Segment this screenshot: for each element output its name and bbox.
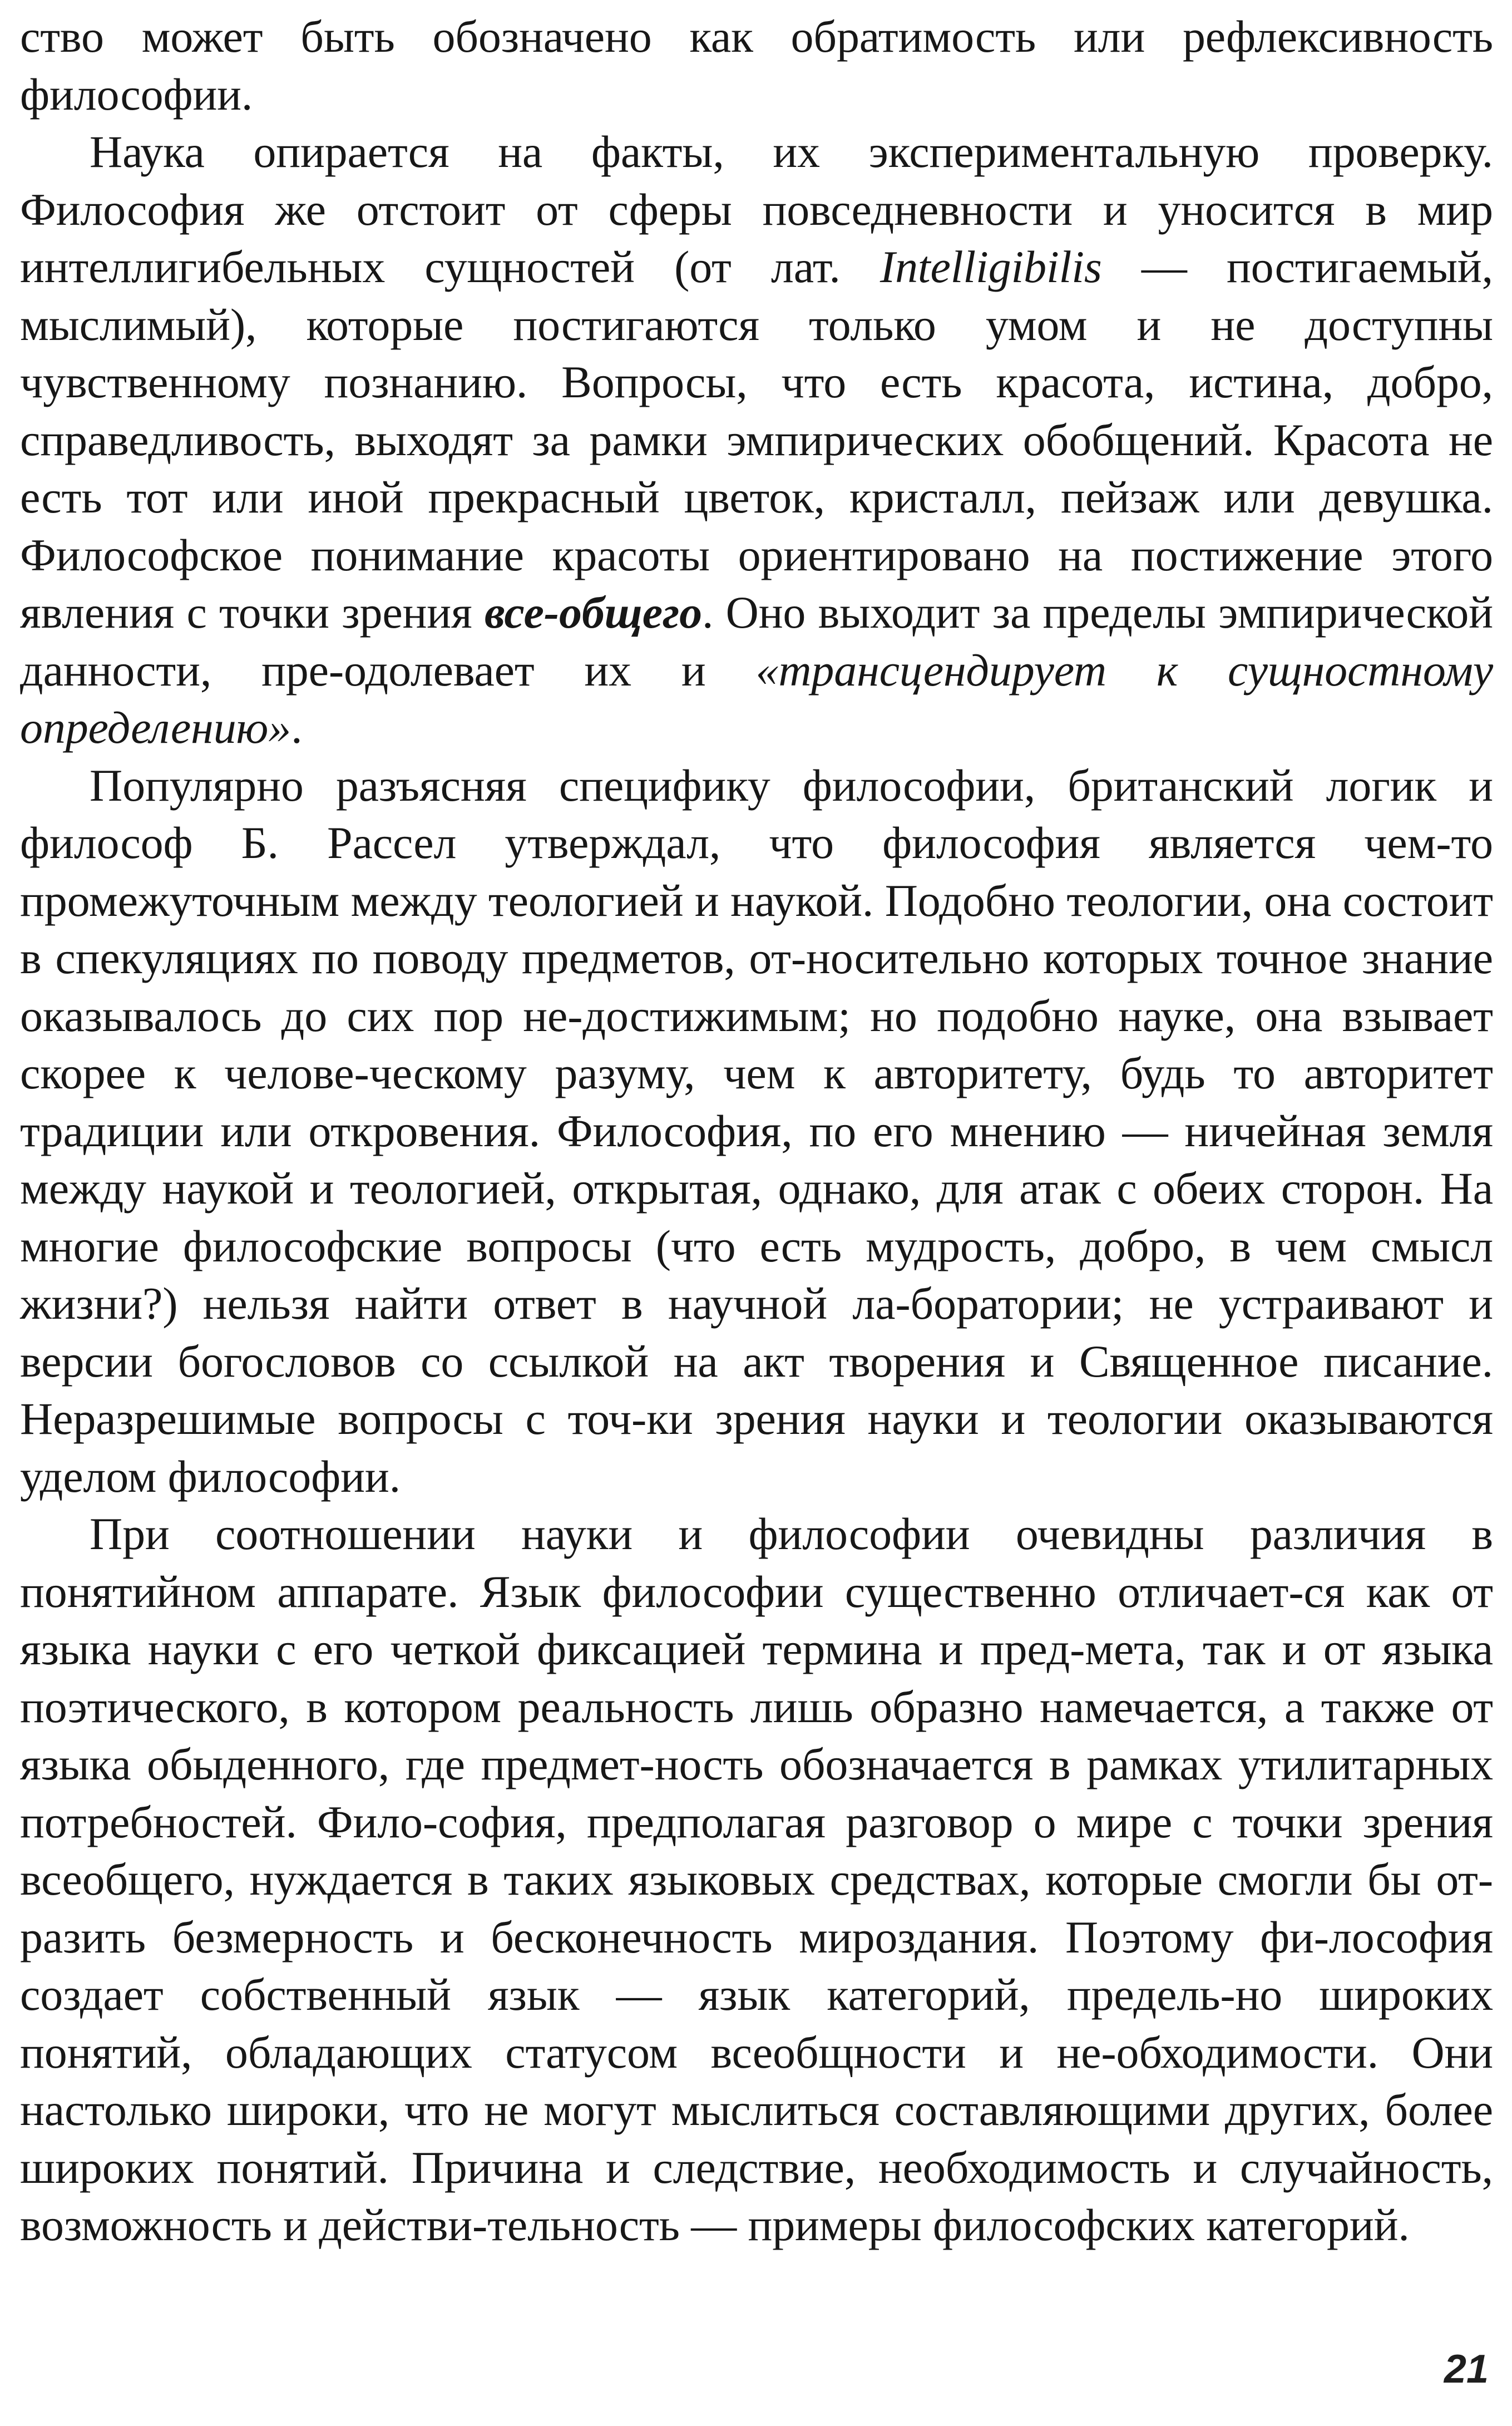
paragraph-text: ство может быть обозначено как обратимость или рефлексивность философии.: [20, 11, 1493, 120]
paragraph-text-after-emphasis: . Оно выходит за пределы эмпирической данности, пре-одолевает их и: [20, 587, 1494, 696]
body-text: [20, 8, 1493, 2254]
page-number: 21: [1444, 2347, 1489, 2392]
italic-quote: «трансцендирует к сущностному определению»: [20, 644, 1493, 753]
paragraph-text-end: .: [291, 702, 303, 753]
paragraph-russell: [20, 757, 1493, 1506]
emphasized-term: все-общего: [484, 587, 702, 638]
paragraph-text-middle: — постигаемый, мыслимый), которые постигаются только умом и не доступны чувственному познанию. Вопросы, что есть красота, истина, добро, справедливость, выходят за рамки эмпирических обобщений. Красота не есть тот или иной прекрасный цветок, кристалл, пейзаж или девушка. Философское понимание красоты ориентировано на постижение этого явления с точки зрения: [20, 241, 1493, 638]
paragraph-text: Популярно разъясняя специфику философии, британский логик и философ Б. Рассел утверждал, что философия является чем-то промежуточным между теологией и наукой. Подобно теологии, она состоит в спекуляциях по поводу предметов, от-носительно которых точное знание оказывалось до сих пор не-достижимым; но подобно науке, она взывает скорее к челове-ческому разуму, чем к авторитету, будь то авторитет традиции или откровения. Философия, по его мнению — ничейная земля между наукой и теологией, открытая, однако, для атак с обеих сторон. На многие философские вопросы (что есть мудрость, добро, в чем смысл жизни?) нельзя найти ответ в научной ла-боратории; не устраивают и версии богословов со ссылкой на акт творения и Священное писание. Неразрешимые вопросы с точ-ки зрения науки и теологии оказываются уделом философии.: [20, 760, 1493, 1502]
paragraph-science-philosophy: [20, 123, 1493, 757]
paragraph-language: [20, 1505, 1493, 2254]
paragraph-continuation: [20, 8, 1493, 123]
paragraph-text-start: Наука опирается на факты, их экспериментальную проверку. Философия же отстоит от сферы повседневности и уносится в мир интеллигибельных сущностей (от лат.: [20, 126, 1493, 292]
latin-term: Intelligibilis: [879, 241, 1102, 292]
paragraph-text: При соотношении науки и философии очевидны различия в понятийном аппарате. Язык философии существенно отличает-ся как от языка науки с его четкой фиксацией термина и пред-мета, так и от языка поэтического, в котором реальность лишь образно намечается, а также от языка обыденного, где предмет-ность обозначается в рамках утилитарных потребностей. Фило-софия, предполагая разговор о мире с точки зрения всеобщего, нуждается в таких языковых средствах, которые смогли бы от-разить безмерность и бесконечность мироздания. Поэтому фи-лософия создает собственный язык — язык категорий, предель-но широких понятий, обладающих статусом всеобщности и не-обходимости. Они настолько широки, что не могут мыслиться составляющими других, более широких понятий. Причина и следствие, необходимость и случайность, возможность и действи-тельность — примеры философских категорий.: [20, 1508, 1493, 2250]
